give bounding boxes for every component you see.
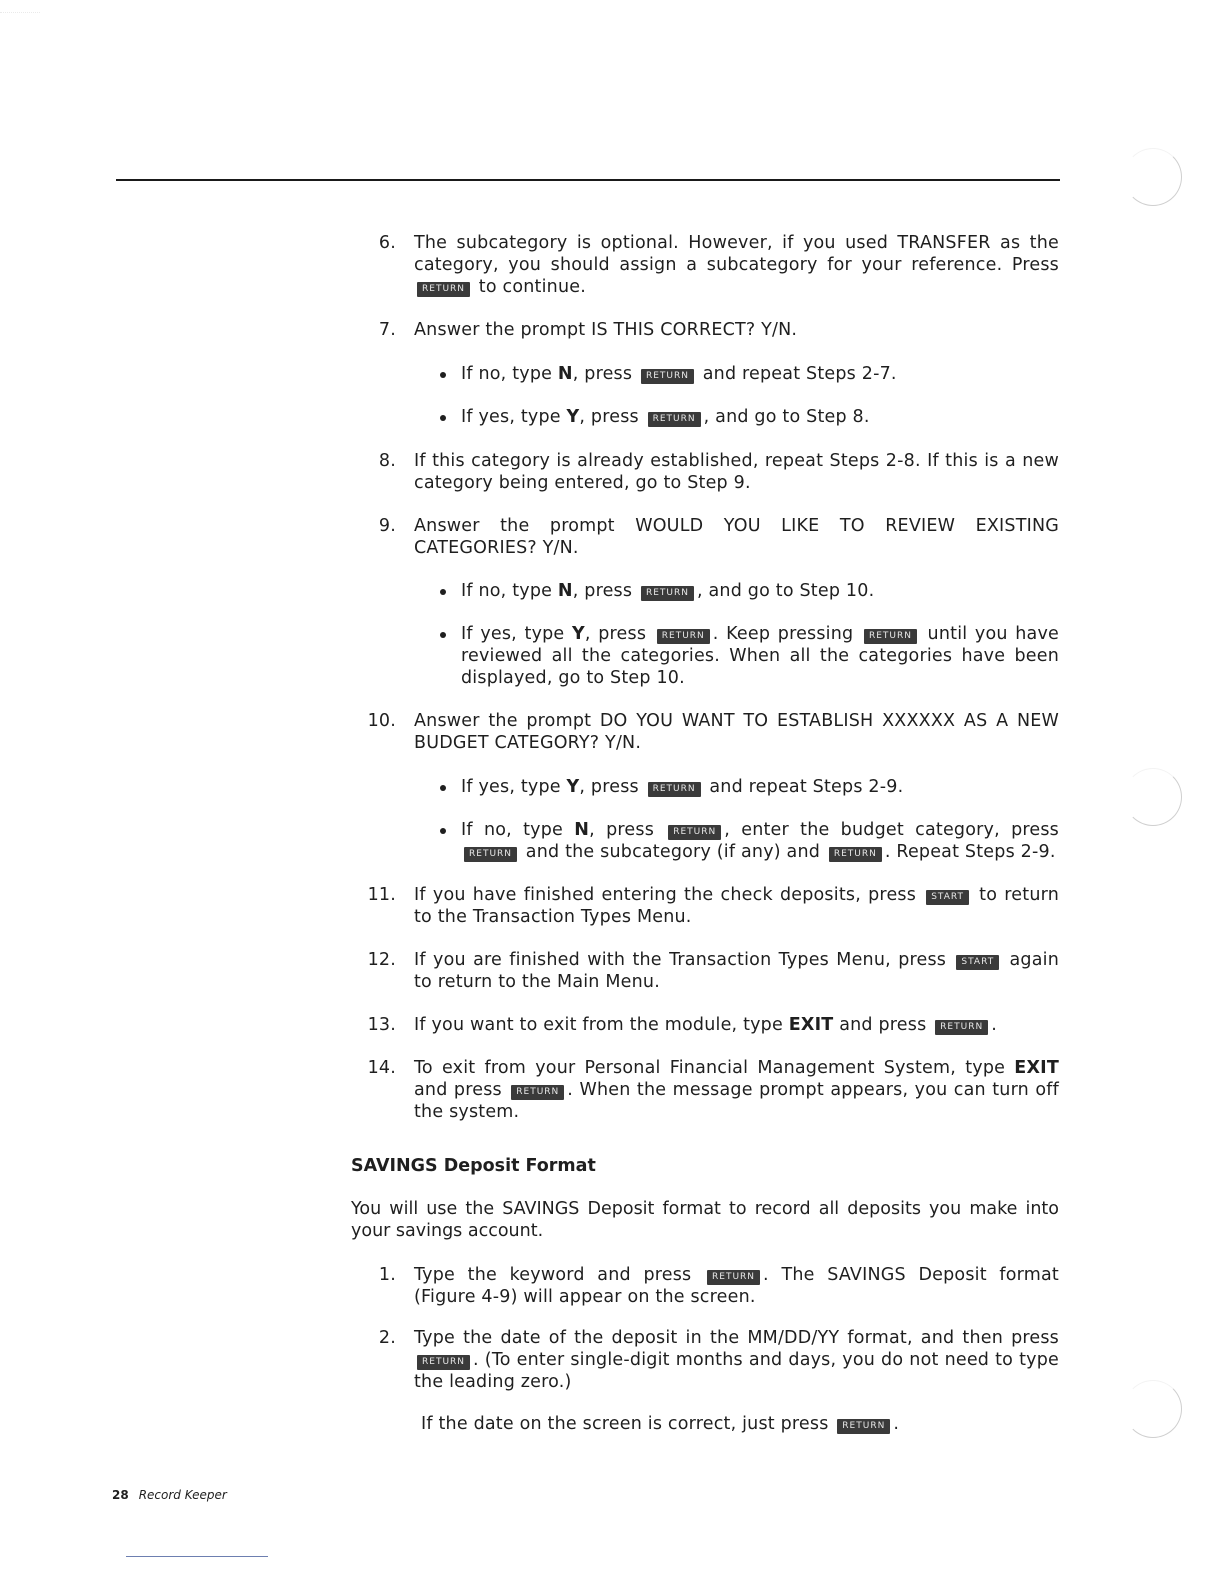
bullet-dot — [440, 589, 446, 595]
text-run: If no, type — [461, 581, 558, 601]
bullet-text — [461, 406, 1059, 428]
text-run: If you want to exit from the module, type — [414, 1015, 789, 1035]
text-run: . When the message prompt appears, you can turn off the system. — [414, 1080, 1059, 1122]
step-text — [414, 232, 1059, 298]
return-key: RETURN — [657, 629, 710, 644]
step-number: 9. — [378, 516, 396, 536]
text-run: and repeat Steps 2-7. — [696, 364, 897, 384]
start-key: START — [956, 955, 999, 970]
text-run: , press — [579, 407, 645, 427]
section-intro: You will use the SAVINGS Deposit format to record all deposits you make into your savings account. — [351, 1199, 1059, 1241]
text-run: If yes, type — [461, 777, 567, 797]
page-footer — [112, 1488, 227, 1502]
step-text — [414, 515, 1059, 559]
binder-hole-mark — [1124, 1380, 1182, 1438]
step-number: 12. — [367, 950, 396, 970]
exit-keyword: EXIT — [788, 1015, 834, 1035]
text-run: and press — [833, 1015, 933, 1035]
bullet-text — [461, 580, 1059, 602]
bullet-text — [461, 776, 1059, 798]
text-run: If no, type — [461, 364, 558, 384]
bullet-dot — [440, 372, 446, 378]
text-run: , press — [589, 820, 666, 840]
text-run: , press — [572, 581, 638, 601]
text-run: If yes, type — [461, 624, 572, 644]
bullet-text — [461, 819, 1059, 863]
text-run: Answer the prompt WOULD YOU LIKE TO REVIEW EXISTING CATEGORIES? Y/N. — [414, 516, 1059, 558]
return-key: RETURN — [648, 412, 701, 427]
text-run: Type the date of the deposit in the MM/DD/YY format, and then press — [414, 1328, 1059, 1348]
key-letter: Y — [566, 777, 580, 797]
bullet-dot — [440, 415, 446, 421]
text-run: to continue. — [473, 277, 586, 297]
return-key: RETURN — [864, 629, 917, 644]
return-key: RETURN — [707, 1270, 760, 1285]
step-text — [414, 1327, 1059, 1393]
key-letter: N — [557, 364, 573, 384]
text-run: If you are finished with the Transaction Types Menu, press — [414, 950, 954, 970]
return-key: RETURN — [668, 825, 721, 840]
binder-hole-mark — [1124, 768, 1182, 826]
text-run: , press — [579, 777, 645, 797]
scan-corner-mark — [0, 0, 40, 13]
return-key: RETURN — [417, 282, 470, 297]
text-run: If no, type — [461, 820, 575, 840]
key-letter: Y — [566, 407, 580, 427]
footer-rule — [126, 1556, 268, 1557]
key-letter: Y — [572, 624, 585, 644]
text-run: . The SAVINGS Deposit format (Figure 4-9) will appear on the screen. — [414, 1265, 1059, 1307]
text-run: If yes, type — [461, 407, 567, 427]
step-number: 10. — [367, 711, 396, 731]
return-key: RETURN — [464, 847, 517, 862]
step-text — [414, 710, 1059, 754]
text-run: , and go to Step 8. — [703, 407, 870, 427]
start-key: START — [926, 890, 969, 905]
step-text — [414, 1057, 1059, 1123]
text-run: . (To enter single-digit months and days, you do not need to type the leading zero.) — [414, 1350, 1059, 1392]
step-number: 1. — [378, 1265, 396, 1285]
closing-line — [421, 1413, 1059, 1435]
text-run: , press — [584, 624, 654, 644]
bullet-text — [461, 623, 1059, 689]
return-key: RETURN — [417, 1355, 470, 1370]
step-number: 8. — [378, 451, 396, 471]
binder-hole-mark — [1124, 148, 1182, 206]
page-number: 28 — [112, 1488, 129, 1502]
text-run: . — [893, 1414, 900, 1434]
return-key: RETURN — [648, 782, 701, 797]
document-title: Record Keeper — [138, 1488, 227, 1502]
return-key: RETURN — [641, 369, 694, 384]
step-number: 11. — [367, 885, 396, 905]
step-text — [414, 319, 1059, 341]
step-number: 6. — [378, 233, 396, 253]
text-run: again to return to the Main Menu. — [414, 950, 1059, 992]
key-letter: N — [574, 820, 590, 840]
bullet-text — [461, 363, 1059, 385]
step-text — [414, 1014, 1059, 1036]
text-run: Answer the prompt IS THIS CORRECT? Y/N. — [414, 320, 798, 340]
bullet-dot — [440, 828, 446, 834]
step-text — [414, 884, 1059, 928]
return-key: RETURN — [837, 1419, 890, 1434]
step-text — [414, 1264, 1059, 1308]
header-rule — [116, 179, 1060, 181]
text-run: to return to the Transaction Types Menu. — [414, 885, 1059, 927]
text-run: . Keep pressing — [712, 624, 861, 644]
text-run: If you have finished entering the check deposits, press — [414, 885, 924, 905]
return-key: RETURN — [935, 1020, 988, 1035]
section-heading: SAVINGS Deposit Format — [351, 1156, 596, 1176]
text-run: If the date on the screen is correct, just press — [421, 1414, 835, 1434]
return-key: RETURN — [511, 1085, 564, 1100]
bullet-dot — [440, 785, 446, 791]
return-key: RETURN — [829, 847, 882, 862]
key-letter: N — [557, 581, 573, 601]
text-run: and repeat Steps 2-9. — [703, 777, 904, 797]
step-number: 7. — [378, 320, 396, 340]
bullet-dot — [440, 632, 446, 638]
text-run: . Repeat Steps 2-9. — [884, 842, 1056, 862]
text-run: , enter the budget category, press — [724, 820, 1059, 840]
text-run: Answer the prompt DO YOU WANT TO ESTABLISH XXXXXX AS A NEW BUDGET CATEGORY? Y/N. — [414, 711, 1059, 753]
text-run: , and go to Step 10. — [696, 581, 875, 601]
text-run: If this category is already established, repeat Steps 2-8. If this is a new category being entered, go to Step 9. — [414, 451, 1059, 493]
step-text — [414, 949, 1059, 993]
step-number: 2. — [378, 1328, 396, 1348]
text-run: To exit from your Personal Financial Management System, type — [414, 1058, 1015, 1078]
exit-keyword: EXIT — [1014, 1058, 1059, 1078]
text-run: until you have reviewed all the categories. When all the categories have been displayed, go to Step 10. — [461, 624, 1059, 688]
text-run: Type the keyword and press — [414, 1265, 705, 1285]
return-key: RETURN — [641, 586, 694, 601]
text-run: . — [991, 1015, 997, 1035]
text-run: , press — [572, 364, 638, 384]
text-run: The subcategory is optional. However, if you used TRANSFER as the category, you should assign a subcategory for your reference. Press — [414, 233, 1059, 275]
text-run: and the subcategory (if any) and — [520, 842, 826, 862]
step-number: 13. — [367, 1015, 396, 1035]
step-number: 14. — [367, 1058, 396, 1078]
text-run: and press — [414, 1080, 509, 1100]
step-text — [414, 450, 1059, 494]
